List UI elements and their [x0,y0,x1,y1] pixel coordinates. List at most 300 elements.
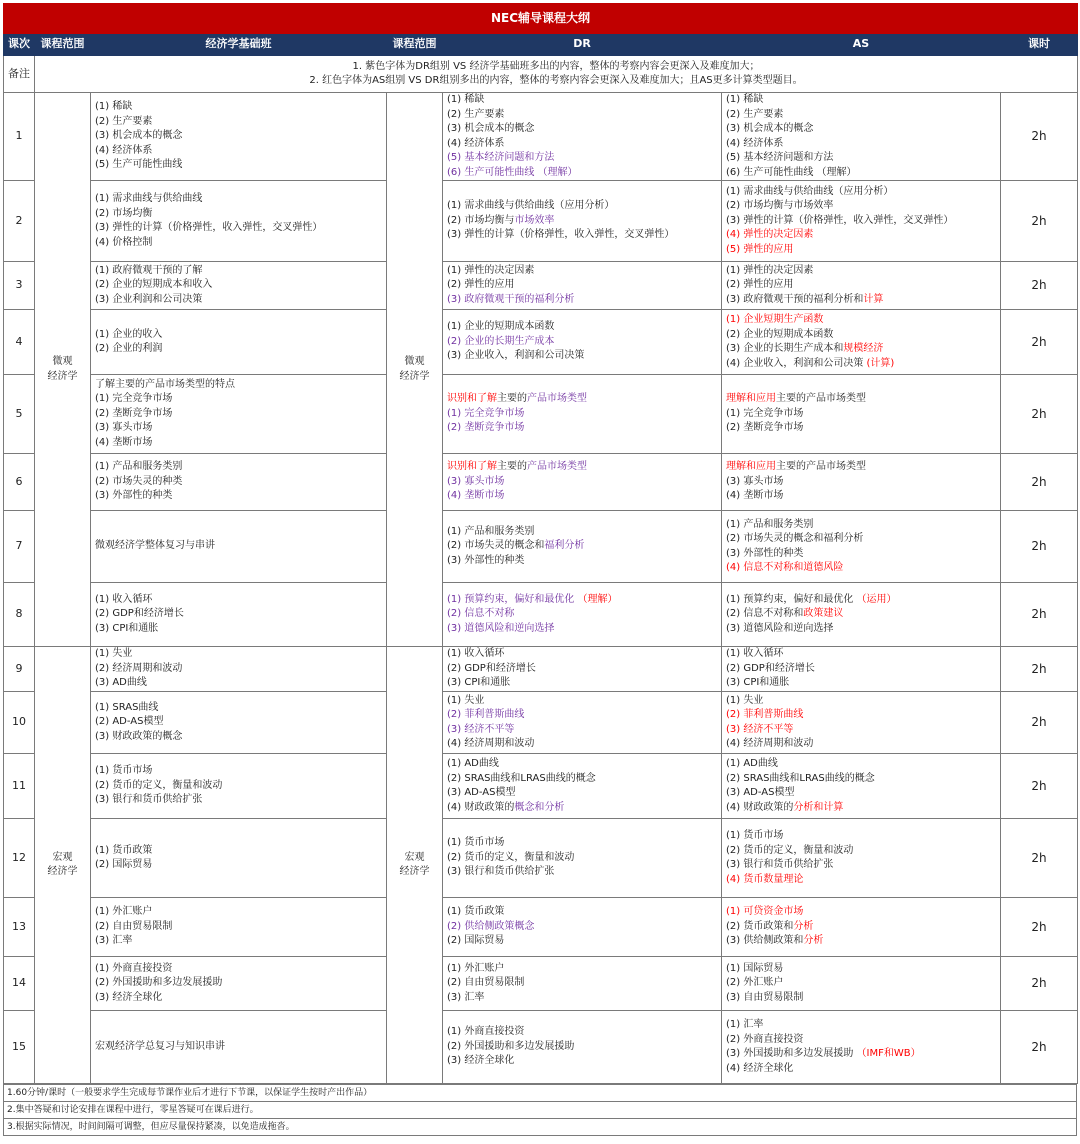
text-segment: (2) 生产要素 [726,108,784,120]
basic-cell [91,898,387,957]
hours-cell: 2h [1001,819,1078,898]
text-segment: (3) 机会成本的概念 [95,130,183,142]
text-segment: (1) 完全竞争市场 [95,393,173,405]
lesson-number: 4 [4,310,35,375]
text-segment: (4) 垄断市场 [447,490,505,502]
dr-line [447,962,717,977]
as-cell [722,1011,1001,1084]
course-row [4,583,1078,647]
text-segment: (3) 供给侧政策和 [726,935,804,947]
text-segment: (1) 政府微观干预的了解 [95,264,203,276]
as-line [726,737,996,752]
text-segment: (3) 弹性的计算（价格弹性，收入弹性，交叉弹性） [726,214,954,226]
lesson-number: 13 [4,898,35,957]
as-line [726,243,996,258]
text-segment: 识别和了解 [447,461,497,473]
text-segment: (1) 失业 [447,694,485,706]
dr-line [447,920,717,935]
text-segment: 主要的产品市场类型 [776,393,866,405]
basic-line [95,779,382,794]
as-line [726,694,996,709]
text-segment: (2) 信息不对称 [447,608,515,620]
dr-cell [443,754,722,819]
header-lesson: 课次 [4,34,35,56]
text-segment: (1) 产品和服务类别 [447,525,535,537]
as-line [726,108,996,123]
as-cell [722,262,1001,310]
basic-line [95,858,382,873]
dr-line [447,525,717,540]
text-segment: (2) 自由贸易限制 [95,920,173,932]
text-segment: (3) 道德风险和逆向选择 [447,622,555,634]
text-segment: 分析 [793,920,814,932]
dr-line [447,199,717,214]
lesson-number: 6 [4,454,35,511]
text-segment: (2) 货币的定义，衡量和波动 [726,844,854,856]
text-segment: (1) 企业的短期成本函数 [447,321,555,333]
dr-line [447,836,717,851]
basic-cell [91,819,387,898]
text-segment: (2) 菲利普斯曲线 [447,709,525,720]
as-line [726,976,996,991]
dr-cell [443,647,722,692]
text-segment: (2) 货币政策和 [726,920,794,932]
dr-line [447,934,717,949]
as-line [726,264,996,279]
basic-line [95,1040,382,1055]
basic-line [95,236,382,251]
course-row [4,754,1078,819]
text-segment: (3) 弹性的计算（价格弹性，收入弹性，交叉弹性） [95,222,323,233]
basic-line [95,607,382,622]
scope-left-micro [35,93,91,647]
text-segment: (1) 产品和服务类别 [95,461,183,473]
as-cell [722,511,1001,583]
text-segment: (计算) [866,357,895,369]
basic-line [95,991,382,1006]
header-dr: DR [443,34,722,56]
basic-line [95,421,382,436]
scope-text: 宏观 [404,851,425,863]
basic-line [95,905,382,920]
text-segment: (1) 货币市场 [726,830,784,841]
dr-line [447,475,717,490]
as-line [726,622,996,637]
as-cell [722,754,1001,819]
text-segment: 福利分析 [544,540,585,552]
basic-line [95,144,382,159]
text-segment: (1) 稀缺 [95,101,133,113]
text-segment: 规模经济 [843,343,884,354]
dr-line [447,278,717,293]
dr-cell [443,819,722,898]
text-segment: (6) 生产可能性曲线 （理解） [447,166,578,178]
text-segment: (2) 外商直接投资 [726,1033,804,1045]
basic-line [95,475,382,490]
as-line [726,137,996,152]
text-segment: （IMF和WB） [856,1048,921,1059]
dr-line [447,392,717,407]
text-segment: (3) 政府微观干预的福利分析和 [726,293,864,305]
text-segment: (1) 外商直接投资 [95,962,173,974]
dr-line [447,991,717,1006]
hours-cell: 2h [1001,1011,1078,1084]
text-segment: (1) 完全竞争市场 [726,407,804,419]
text-segment: (4) 经济体系 [95,144,153,156]
dr-line [447,421,717,436]
hours-cell: 2h [1001,454,1078,511]
text-segment: 理解和应用 [726,393,776,405]
as-line [726,489,996,504]
scope-text: 经济学 [47,866,78,877]
text-segment: (1) 预算约束，偏好和最优化 [447,593,578,605]
basic-line [95,100,382,115]
scope-text: 经济学 [399,370,430,382]
dr-cell [443,310,722,375]
text-segment: (3) 机会成本的概念 [447,123,535,134]
text-segment: (4) 财政政策的 [726,801,794,813]
text-segment: （运用） [856,593,897,605]
as-cell [722,310,1001,375]
text-segment: (3) 机会成本的概念 [726,123,814,134]
dr-line [447,772,717,787]
text-segment: 微观经济学整体复习与串讲 [95,540,215,552]
dr-line [447,647,717,662]
dr-line [447,137,717,152]
as-line [726,607,996,622]
dr-cell [443,454,722,511]
scope-text: 微观 [404,356,425,367]
text-segment: 宏观经济学总复习与知识串讲 [95,1040,225,1052]
as-line [726,801,996,816]
as-line [726,93,996,108]
as-line [726,647,996,662]
basic-cell [91,754,387,819]
syllabus-container [3,3,1077,1136]
dr-line [447,460,717,475]
lesson-number: 9 [4,647,35,692]
lesson-number: 14 [4,957,35,1011]
text-segment: (4) 经济全球化 [726,1062,794,1074]
dr-line [447,122,717,137]
dr-cell [443,262,722,310]
as-line [726,460,996,475]
text-segment: (2) 市场失灵的概念和福利分析 [726,533,864,544]
text-segment: (2) 生产要素 [447,108,505,120]
lesson-number: 12 [4,819,35,898]
dr-line [447,320,717,335]
basic-cell [91,1011,387,1084]
scope-text: 宏观 [52,851,73,863]
text-segment: (3) 汇率 [95,935,133,947]
as-line [726,278,996,293]
footnote-row [4,1119,1077,1136]
basic-line [95,730,382,745]
text-segment: (2) 国际贸易 [447,935,505,947]
text-segment: 识别和了解 [447,393,497,405]
text-segment: (3) 弹性的计算（价格弹性，收入弹性，交叉弹性） [447,229,675,241]
dr-line [447,293,717,308]
text-segment: (2) 弹性的应用 [726,279,794,291]
text-segment: (3) CPI和通胀 [95,622,159,634]
remark-line-1: 1. 紫色字体为DR组别 VS 经济学基础班多出的内容，整体的考察内容会更深入及难度加大； [352,61,760,72]
text-segment: (4) 垄断市场 [726,490,784,502]
dr-line [447,407,717,422]
as-cell [722,583,1001,647]
text-segment: (4) 财政政策的 [447,801,515,813]
text-segment: (1) 可贷资金市场 [726,906,804,918]
as-line [726,475,996,490]
as-line [726,407,996,422]
title-row [4,4,1078,34]
footnote-row [4,1085,1077,1102]
text-segment: (2) 市场均衡与市场效率 [726,200,834,212]
text-segment: (2) 市场失灵的种类 [95,475,183,487]
footnote-3: 3.根据实际情况，时间间隔可调整，但应尽量保持紧凑，以免造成拖沓。 [4,1119,1077,1136]
footnote-2: 2.集中答疑和讨论安排在课程中进行，零星答疑可在课后进行。 [4,1102,1077,1119]
text-segment: 主要的 [497,393,527,405]
dr-line [447,607,717,622]
footnote-row [4,1102,1077,1119]
course-row [4,310,1078,375]
text-segment: 政策建议 [803,608,844,620]
as-line [726,934,996,949]
scope-right-micro [387,93,443,647]
as-cell [722,375,1001,454]
course-row [4,511,1078,583]
text-segment: (2) 经济周期和波动 [95,662,183,674]
text-segment: (1) 收入循环 [447,648,505,660]
text-segment: (3) CPI和通胀 [447,677,511,689]
text-segment: (3) 银行和货币供给扩张 [447,866,555,878]
scope-text: 经济学 [399,866,430,877]
text-segment: (5) 基本经济问题和方法 [726,152,834,163]
text-segment: (5) 生产可能性曲线 [95,159,183,171]
basic-line [95,342,382,357]
dr-line [447,489,717,504]
as-cell [722,819,1001,898]
basic-line [95,115,382,130]
syllabus-table [3,3,1078,1084]
text-segment: (1) 需求曲线与供给曲线（应用分析） [726,185,894,197]
dr-line [447,801,717,816]
footnotes-table [3,1084,1077,1136]
text-segment: (4) 企业收入，利润和公司决策 [726,357,867,369]
basic-line [95,793,382,808]
text-segment: (1) AD曲线 [447,758,499,769]
hours-cell: 2h [1001,898,1078,957]
as-cell [722,454,1001,511]
text-segment: (3) 企业收入，利润和公司决策 [447,350,585,362]
dr-line [447,593,717,608]
text-segment: 市场效率 [514,214,555,226]
lesson-number: 11 [4,754,35,819]
hours-cell: 2h [1001,647,1078,692]
basic-cell [91,262,387,310]
hours-cell: 2h [1001,511,1078,583]
text-segment: (1) 货币市场 [95,765,153,777]
text-segment: (3) AD曲线 [95,677,147,689]
dr-cell [443,898,722,957]
dr-cell [443,692,722,754]
as-line [726,166,996,181]
text-segment: (1) 汇率 [726,1019,764,1030]
text-segment: (6) 生产可能性曲线 （理解） [726,166,857,178]
dr-line [447,976,717,991]
course-row [4,181,1078,262]
text-segment: 产品市场类型 [527,393,587,405]
as-line [726,561,996,576]
text-segment: 概念和分析 [514,801,565,813]
as-line [726,313,996,328]
text-segment: (3) 经济不平等 [447,723,515,735]
text-segment: (1) 失业 [726,694,764,706]
as-line [726,293,996,308]
as-line [726,676,996,691]
course-row [4,819,1078,898]
text-segment: (1) 弹性的决定因素 [447,264,535,276]
text-segment: (3) 寡头市场 [726,475,784,487]
remark-text [35,56,1078,93]
course-row [4,375,1078,454]
text-segment: (1) 需求曲线与供给曲线（应用分析） [447,200,615,212]
dr-line [447,694,717,709]
dr-line [447,757,717,772]
basic-cell [91,692,387,754]
as-line [726,991,996,1006]
dr-cell [443,957,722,1011]
text-segment: (1) 弹性的决定因素 [726,264,814,276]
course-row [4,647,1078,692]
text-segment: (1) 需求曲线与供给曲线 [95,193,203,204]
basic-line [95,489,382,504]
text-segment: (1) 货币市场 [447,837,505,849]
basic-line [95,328,382,343]
header-basic: 经济学基础班 [91,34,387,56]
dr-line [447,349,717,364]
dr-line [447,108,717,123]
hours-cell: 2h [1001,583,1078,647]
remark-label: 备注 [4,56,35,93]
as-line [726,214,996,229]
basic-line [95,158,382,173]
as-line [726,547,996,562]
lesson-number: 3 [4,262,35,310]
as-line [726,962,996,977]
as-line [726,228,996,243]
basic-line [95,622,382,637]
lesson-number: 5 [4,375,35,454]
text-segment: (1) 企业短期生产函数 [726,314,824,325]
as-line [726,786,996,801]
as-cell [722,93,1001,181]
text-segment: (2) 信息不对称和 [726,608,804,620]
text-segment: (2) 市场均衡与 [447,214,515,226]
dr-cell [443,181,722,262]
basic-line [95,976,382,991]
basic-cell [91,375,387,454]
basic-line [95,378,382,393]
dr-line [447,1025,717,1040]
text-segment: (2) 垄断竞争市场 [726,422,804,434]
basic-line [95,207,382,222]
lesson-number: 1 [4,93,35,181]
text-segment: (2) 企业的利润 [95,343,163,354]
dr-line [447,865,717,880]
text-segment: (1) 外汇账户 [447,962,505,974]
basic-line [95,221,382,236]
header-as: AS [722,34,1001,56]
dr-line [447,93,717,108]
text-segment: (2) 外汇账户 [726,977,784,989]
lesson-number: 7 [4,511,35,583]
lesson-number: 10 [4,692,35,754]
basic-cell [91,310,387,375]
scope-left-macro [35,647,91,1084]
text-segment: (3) 自由贸易限制 [726,991,804,1003]
basic-line [95,264,382,279]
course-row [4,454,1078,511]
text-segment: (3) 银行和货币供给扩张 [95,794,203,806]
text-segment: (2) 国际贸易 [95,859,153,870]
basic-line [95,460,382,475]
text-segment: （理解） [577,593,618,605]
text-segment: (2) 货币的定义，衡量和波动 [95,779,223,791]
as-line [726,1047,996,1062]
text-segment: (1) 货币政策 [95,844,153,856]
dr-line [447,851,717,866]
header-scope-right: 课程范围 [387,34,443,56]
dr-cell [443,1011,722,1084]
basic-cell [91,511,387,583]
text-segment: (1) 企业的收入 [95,328,163,340]
lesson-number: 15 [4,1011,35,1084]
dr-line [447,676,717,691]
text-segment: 理解和应用 [726,461,776,473]
dr-line [447,554,717,569]
as-line [726,532,996,547]
basic-line [95,593,382,608]
remark-line-2: 2. 红色字体为AS组别 VS DR组别多出的内容，整体的考察内容会更深入及难度加大；且AS更多计算类型题目。 [309,75,803,86]
as-line [726,1018,996,1033]
basic-line [95,647,382,662]
basic-line [95,764,382,779]
as-line [726,723,996,738]
text-segment: (2) AD-AS模型 [95,716,164,728]
as-line [726,122,996,137]
basic-line [95,129,382,144]
text-segment: (3) 银行和货币供给扩张 [726,859,834,870]
text-segment: (4) 货币数量理论 [726,873,804,885]
text-segment: (2) 生产要素 [95,115,153,127]
basic-line [95,676,382,691]
text-segment: (3) 寡头市场 [95,422,153,434]
text-segment: 分析和计算 [793,801,844,813]
dr-cell [443,375,722,454]
basic-cell [91,454,387,511]
hours-cell: 2h [1001,754,1078,819]
dr-line [447,264,717,279]
as-cell [722,898,1001,957]
dr-line [447,539,717,554]
as-line [726,342,996,357]
hours-cell: 2h [1001,310,1078,375]
as-line [726,392,996,407]
basic-line [95,192,382,207]
as-line [726,421,996,436]
as-cell [722,647,1001,692]
text-segment: (1) 外汇账户 [95,906,153,918]
